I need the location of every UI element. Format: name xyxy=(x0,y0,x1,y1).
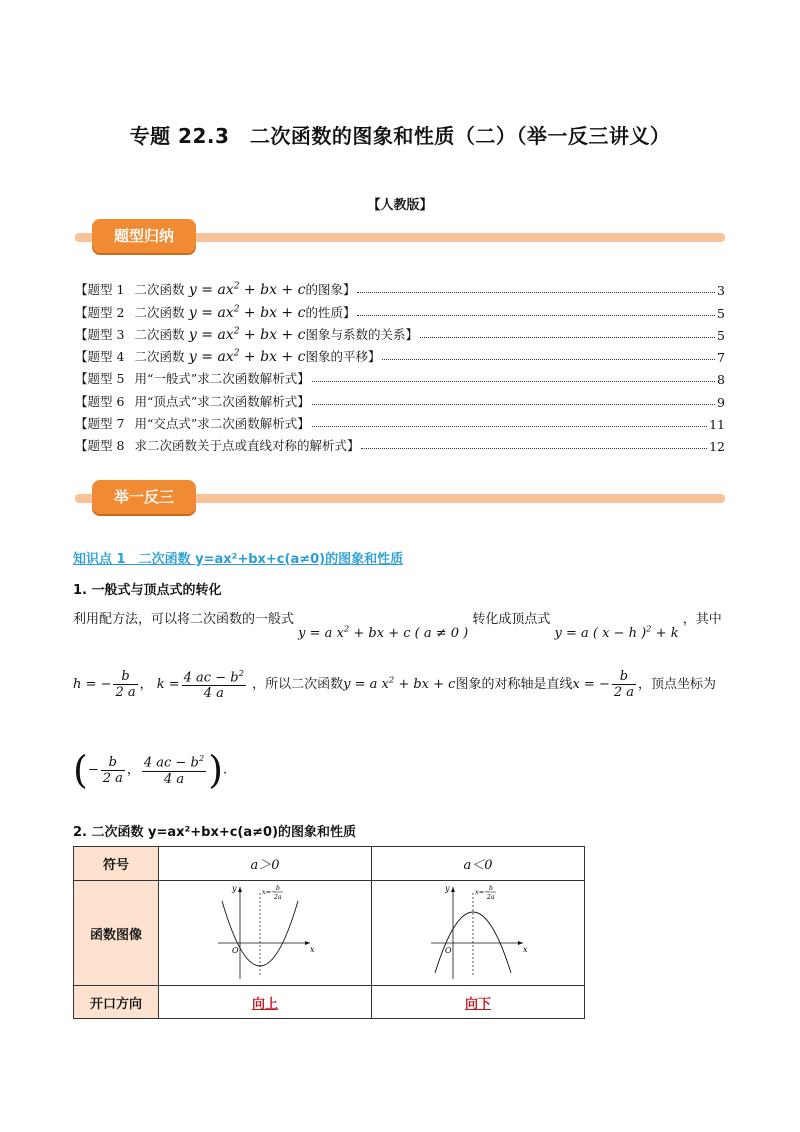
paragraph-line-3: (− $\frac{b}{2 a}$ ， $\frac{4 ac - b^2}{4 a}$ ). xyxy=(73,748,228,792)
banner-question-types xyxy=(75,219,725,253)
frac-k: $\frac{4 ac - b^2}{4 a}$ xyxy=(183,668,244,702)
toc-item[interactable] xyxy=(75,343,725,365)
parabola-down-graph xyxy=(423,881,533,981)
toc-item-page: 5 xyxy=(717,305,725,321)
toc-item-page: 11 xyxy=(709,417,725,433)
formula-vertex: y = a ( x − h )$^2$ + k xyxy=(554,623,679,641)
row-header-graph: 函数图像 xyxy=(74,881,159,986)
text-e: 图象的对称轴是直线 xyxy=(455,677,573,693)
svg-text:O: O xyxy=(232,946,239,955)
toc-item-label: 【题型 2 二次函数 $y = ax^2$ + bx + c的性质】 xyxy=(75,303,356,321)
svg-text:2a: 2a xyxy=(487,894,495,901)
row-header-opening: 开口方向 xyxy=(74,986,159,1019)
paragraph-line-2: h = − $\frac{b}{2 a}$ ， k = $\frac{4 ac - b^2}{4 a}$ ，所以二次函数y = a $x^2$ + bx + c图象的对称轴是直线x = − $\frac{b}{2 a}$ ，顶点坐标为 xyxy=(73,668,717,702)
text-c: ，其中 xyxy=(682,612,722,627)
toc-item-label: 【题型 7 用“交点式”求二次函数解析式】 xyxy=(75,416,310,432)
frac-vertex-x: $\frac{b}{2 a}$ xyxy=(102,754,123,786)
formula-general-2: y = a $x^2$ + bx + c xyxy=(343,674,456,693)
cell-a-negative: a＜0 xyxy=(372,847,585,881)
properties-table xyxy=(73,846,585,1019)
toc-item-page: 9 xyxy=(717,394,725,410)
toc-item[interactable] xyxy=(75,276,725,298)
toc-item[interactable] xyxy=(75,410,725,432)
toc-item-label: 【题型 8 求二次函数关于点或直线对称的解析式】 xyxy=(75,438,360,454)
banner-examples xyxy=(75,480,725,514)
toc-item-page: 5 xyxy=(717,327,725,343)
svg-text:x: x xyxy=(523,945,528,954)
graph-opening-down xyxy=(372,881,585,986)
formula-h: h = − xyxy=(73,677,112,693)
toc-item-label: 【题型 4 二次函数 $y = ax^2$ + bx + c图象的平移】 xyxy=(75,348,381,366)
svg-text:x=−: x=− xyxy=(262,888,277,896)
formula-axis: x = − xyxy=(572,677,610,693)
open-up-value: 向上 xyxy=(251,996,278,1012)
cell-a-positive: a＞0 xyxy=(159,847,372,881)
row-header-symbol: 符号 xyxy=(74,847,159,881)
text-f: ，顶点坐标为 xyxy=(638,677,717,693)
banner-tab: 题型归纳 xyxy=(92,219,196,253)
text-d: ，所以二次函数 xyxy=(252,677,344,693)
svg-text:2a: 2a xyxy=(274,894,282,901)
edition-label: 【人教版】 xyxy=(367,198,433,213)
toc-item-page: 8 xyxy=(717,372,725,388)
toc-item[interactable] xyxy=(75,298,725,320)
knowledge-point-title: 知识点 1 二次函数 y=ax²+bx+c(a≠0)的图象和性质 xyxy=(73,552,404,567)
cell-open-down xyxy=(372,986,585,1019)
text-a: 利用配方法，可以将二次函数的一般式 xyxy=(73,612,295,627)
frac-vertex-y: $\frac{4 ac - b^2}{4 a}$ xyxy=(143,753,205,787)
toc-item-label: 【题型 1 二次函数 $y = ax^2$ + bx + c的图象】 xyxy=(75,281,356,299)
open-down-value: 向下 xyxy=(464,996,491,1012)
frac-b-2a: $\frac{b}{2 a}$ xyxy=(115,669,136,701)
graph-opening-up xyxy=(159,881,372,986)
banner-tab: 举一反三 xyxy=(92,480,196,514)
page-title: 专题 22.3 二次函数的图象和性质（二）（举一反三讲义） xyxy=(129,124,671,148)
frac-axis: $\frac{b}{2 a}$ xyxy=(613,669,635,701)
svg-text:x=−: x=− xyxy=(475,888,490,896)
toc-item-label: 【题型 6 用“顶点式”求二次函数解析式】 xyxy=(75,393,310,409)
toc-item[interactable] xyxy=(75,365,725,387)
formula-k: k = xyxy=(156,677,180,693)
toc-item-page: 7 xyxy=(717,350,725,366)
toc-item[interactable] xyxy=(75,387,725,409)
toc-item[interactable] xyxy=(75,432,725,454)
section-1-title: 1. 一般式与顶点式的转化 xyxy=(73,583,222,598)
formula-general: y = a $x^2$ + bx + c ( a ≠ 0 ) xyxy=(298,623,469,641)
toc-item-label: 【题型 5 用“一般式”求二次函数解析式】 xyxy=(75,371,310,387)
parabola-up-graph xyxy=(210,881,320,981)
section-2-title: 2. 二次函数 y=ax²+bx+c(a≠0)的图象和性质 xyxy=(73,825,357,840)
toc-item[interactable] xyxy=(75,321,725,343)
svg-text:y: y xyxy=(232,884,237,893)
text-b: 转化成顶点式 xyxy=(472,612,551,627)
toc-item-label: 【题型 3 二次函数 $y = ax^2$ + bx + c图象与系数的关系】 xyxy=(75,326,418,343)
paragraph-line-1 xyxy=(73,608,722,641)
toc-item-page: 12 xyxy=(709,439,725,455)
cell-open-up xyxy=(159,986,372,1019)
svg-text:O: O xyxy=(445,946,452,955)
svg-text:b: b xyxy=(489,885,493,892)
table-of-contents xyxy=(75,276,725,454)
svg-text:x: x xyxy=(310,945,315,954)
svg-text:b: b xyxy=(276,885,280,892)
toc-item-page: 3 xyxy=(717,283,725,299)
svg-text:y: y xyxy=(445,884,450,893)
